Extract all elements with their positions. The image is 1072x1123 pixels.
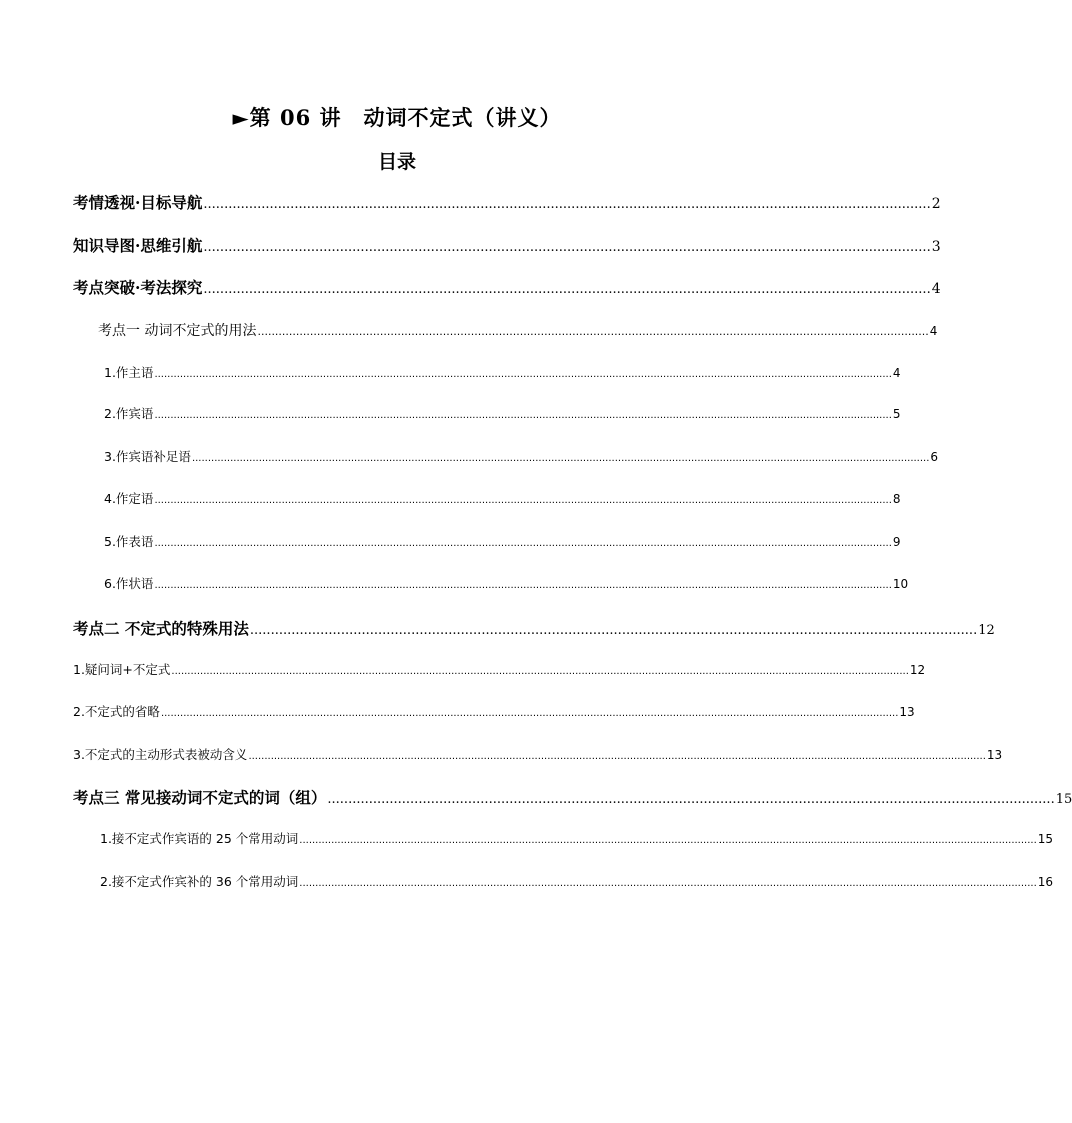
toc-entry-point-three[interactable]	[73, 786, 1072, 808]
toc-leader-dots: ........................................................................................................................................................................................................................................	[154, 538, 892, 549]
toc-entry-object[interactable]	[104, 404, 901, 422]
toc-entry-label: 5.作表语	[104, 534, 154, 549]
toc-leader-dots: ........................................................................................................................................................................................................................................	[160, 708, 899, 719]
toc-entry-label: 2.不定式的省略	[73, 704, 160, 719]
toc-page-number: 15	[1037, 832, 1054, 846]
toc-entry-label: 1.接不定式作宾语的 25 个常用动词	[100, 831, 299, 846]
toc-leader-dots: ................................................................................................................................................................................	[327, 792, 1055, 807]
toc-leader-dots: ........................................................................................................................................................................................................................................	[154, 580, 892, 591]
toc-entry-25-verbs[interactable]	[100, 829, 1054, 847]
toc-page-number: 8	[892, 492, 901, 506]
toc-entry-label: 考点二 不定式的特殊用法	[73, 619, 249, 638]
toc-page-number: 13	[986, 748, 1003, 762]
document-title: ►第 06 讲 动词不定式（讲义）	[232, 105, 562, 130]
toc-page-number: 12	[978, 623, 995, 638]
toc-page-number: 15	[1055, 792, 1072, 807]
toc-entry-label: 考点一 动词不定式的用法	[98, 323, 257, 339]
toc-entry-attribute[interactable]	[104, 489, 901, 507]
toc-leader-dots: ........................................................................................................................................................................................................................................	[248, 751, 986, 762]
toc-leader-dots: ................................................................................................................................................................................	[203, 197, 931, 212]
toc-entry-object-complement[interactable]	[104, 447, 939, 465]
toc-entry-knowledge-map[interactable]	[73, 234, 941, 256]
toc-leader-dots: ........................................................................................................................................................................................................................................	[299, 878, 1037, 889]
toc-entry-predicative[interactable]	[104, 532, 901, 550]
toc-page-number: 3	[931, 239, 941, 255]
toc-leader-dots: ........................................................................................................................................................................................................................................	[154, 410, 892, 421]
toc-entry-label: 考点三 常见接动词不定式的词（组）	[73, 788, 327, 807]
toc-entry-label: 1.作主语	[104, 365, 154, 380]
toc-entry-36-verbs[interactable]	[100, 872, 1054, 890]
toc-entry-label: 考点突破·考法探究	[73, 278, 203, 297]
toc-entry-point-two[interactable]	[73, 617, 995, 639]
toc-leader-dots: ................................................................................................................................................................................	[203, 240, 931, 255]
toc-page-number: 16	[1037, 875, 1054, 889]
toc-page-number: 4	[931, 281, 941, 297]
toc-entry-label: 2.作宾语	[104, 406, 154, 421]
toc-entry-label: 6.作状语	[104, 576, 154, 591]
toc-entry-label: 4.作定语	[104, 491, 154, 506]
toc-entry-exam-points[interactable]	[73, 276, 941, 298]
toc-entry-subject[interactable]	[104, 363, 901, 381]
toc-entry-label: 3.作宾语补足语	[104, 449, 191, 464]
toc-page-number: 2	[931, 196, 941, 212]
toc-page-number: 4	[929, 324, 938, 338]
toc-leader-dots: ........................................................................................................................................................................................................................................	[171, 666, 909, 677]
toc-entry-label: 知识导图·思维引航	[73, 236, 203, 255]
toc-entry-exam-overview[interactable]	[73, 191, 941, 213]
toc-entry-label: 2.接不定式作宾补的 36 个常用动词	[100, 874, 299, 889]
toc-leader-dots: ........................................................................................................................................................................................................................................	[299, 835, 1037, 846]
toc-leader-dots: ........................................................................................................................................................................................................................................	[191, 453, 930, 464]
toc-page-number: 13	[899, 705, 915, 719]
toc-entry-omission[interactable]	[73, 702, 915, 720]
toc-entry-point-one[interactable]	[98, 320, 938, 340]
toc-leader-dots: ................................................................................................................................................................................	[203, 282, 931, 297]
toc-leader-dots: ................................................................................................................................................................................................	[257, 325, 929, 338]
toc-page-number: 6	[930, 450, 939, 464]
toc-page-number: 12	[909, 663, 926, 677]
toc-entry-wh-infinitive[interactable]	[73, 660, 926, 678]
toc-page-number: 10	[892, 577, 909, 591]
toc-entry-label: 1.疑问词+不定式	[73, 662, 171, 677]
toc-entry-label: 3.不定式的主动形式表被动含义	[73, 747, 248, 762]
toc-entry-label: 考情透视·目标导航	[73, 193, 203, 212]
toc-leader-dots: ........................................................................................................................................................................................................................................	[154, 369, 892, 380]
toc-leader-dots: ................................................................................................................................................................................	[249, 623, 978, 638]
toc-heading: 目录	[377, 151, 416, 173]
toc-entry-active-passive[interactable]	[73, 745, 1003, 763]
toc-page-number: 9	[892, 535, 901, 549]
toc-page-number: 5	[892, 407, 901, 421]
toc-entry-adverbial[interactable]	[104, 574, 909, 592]
toc-leader-dots: ........................................................................................................................................................................................................................................	[154, 495, 892, 506]
toc-page-number: 4	[892, 366, 901, 380]
